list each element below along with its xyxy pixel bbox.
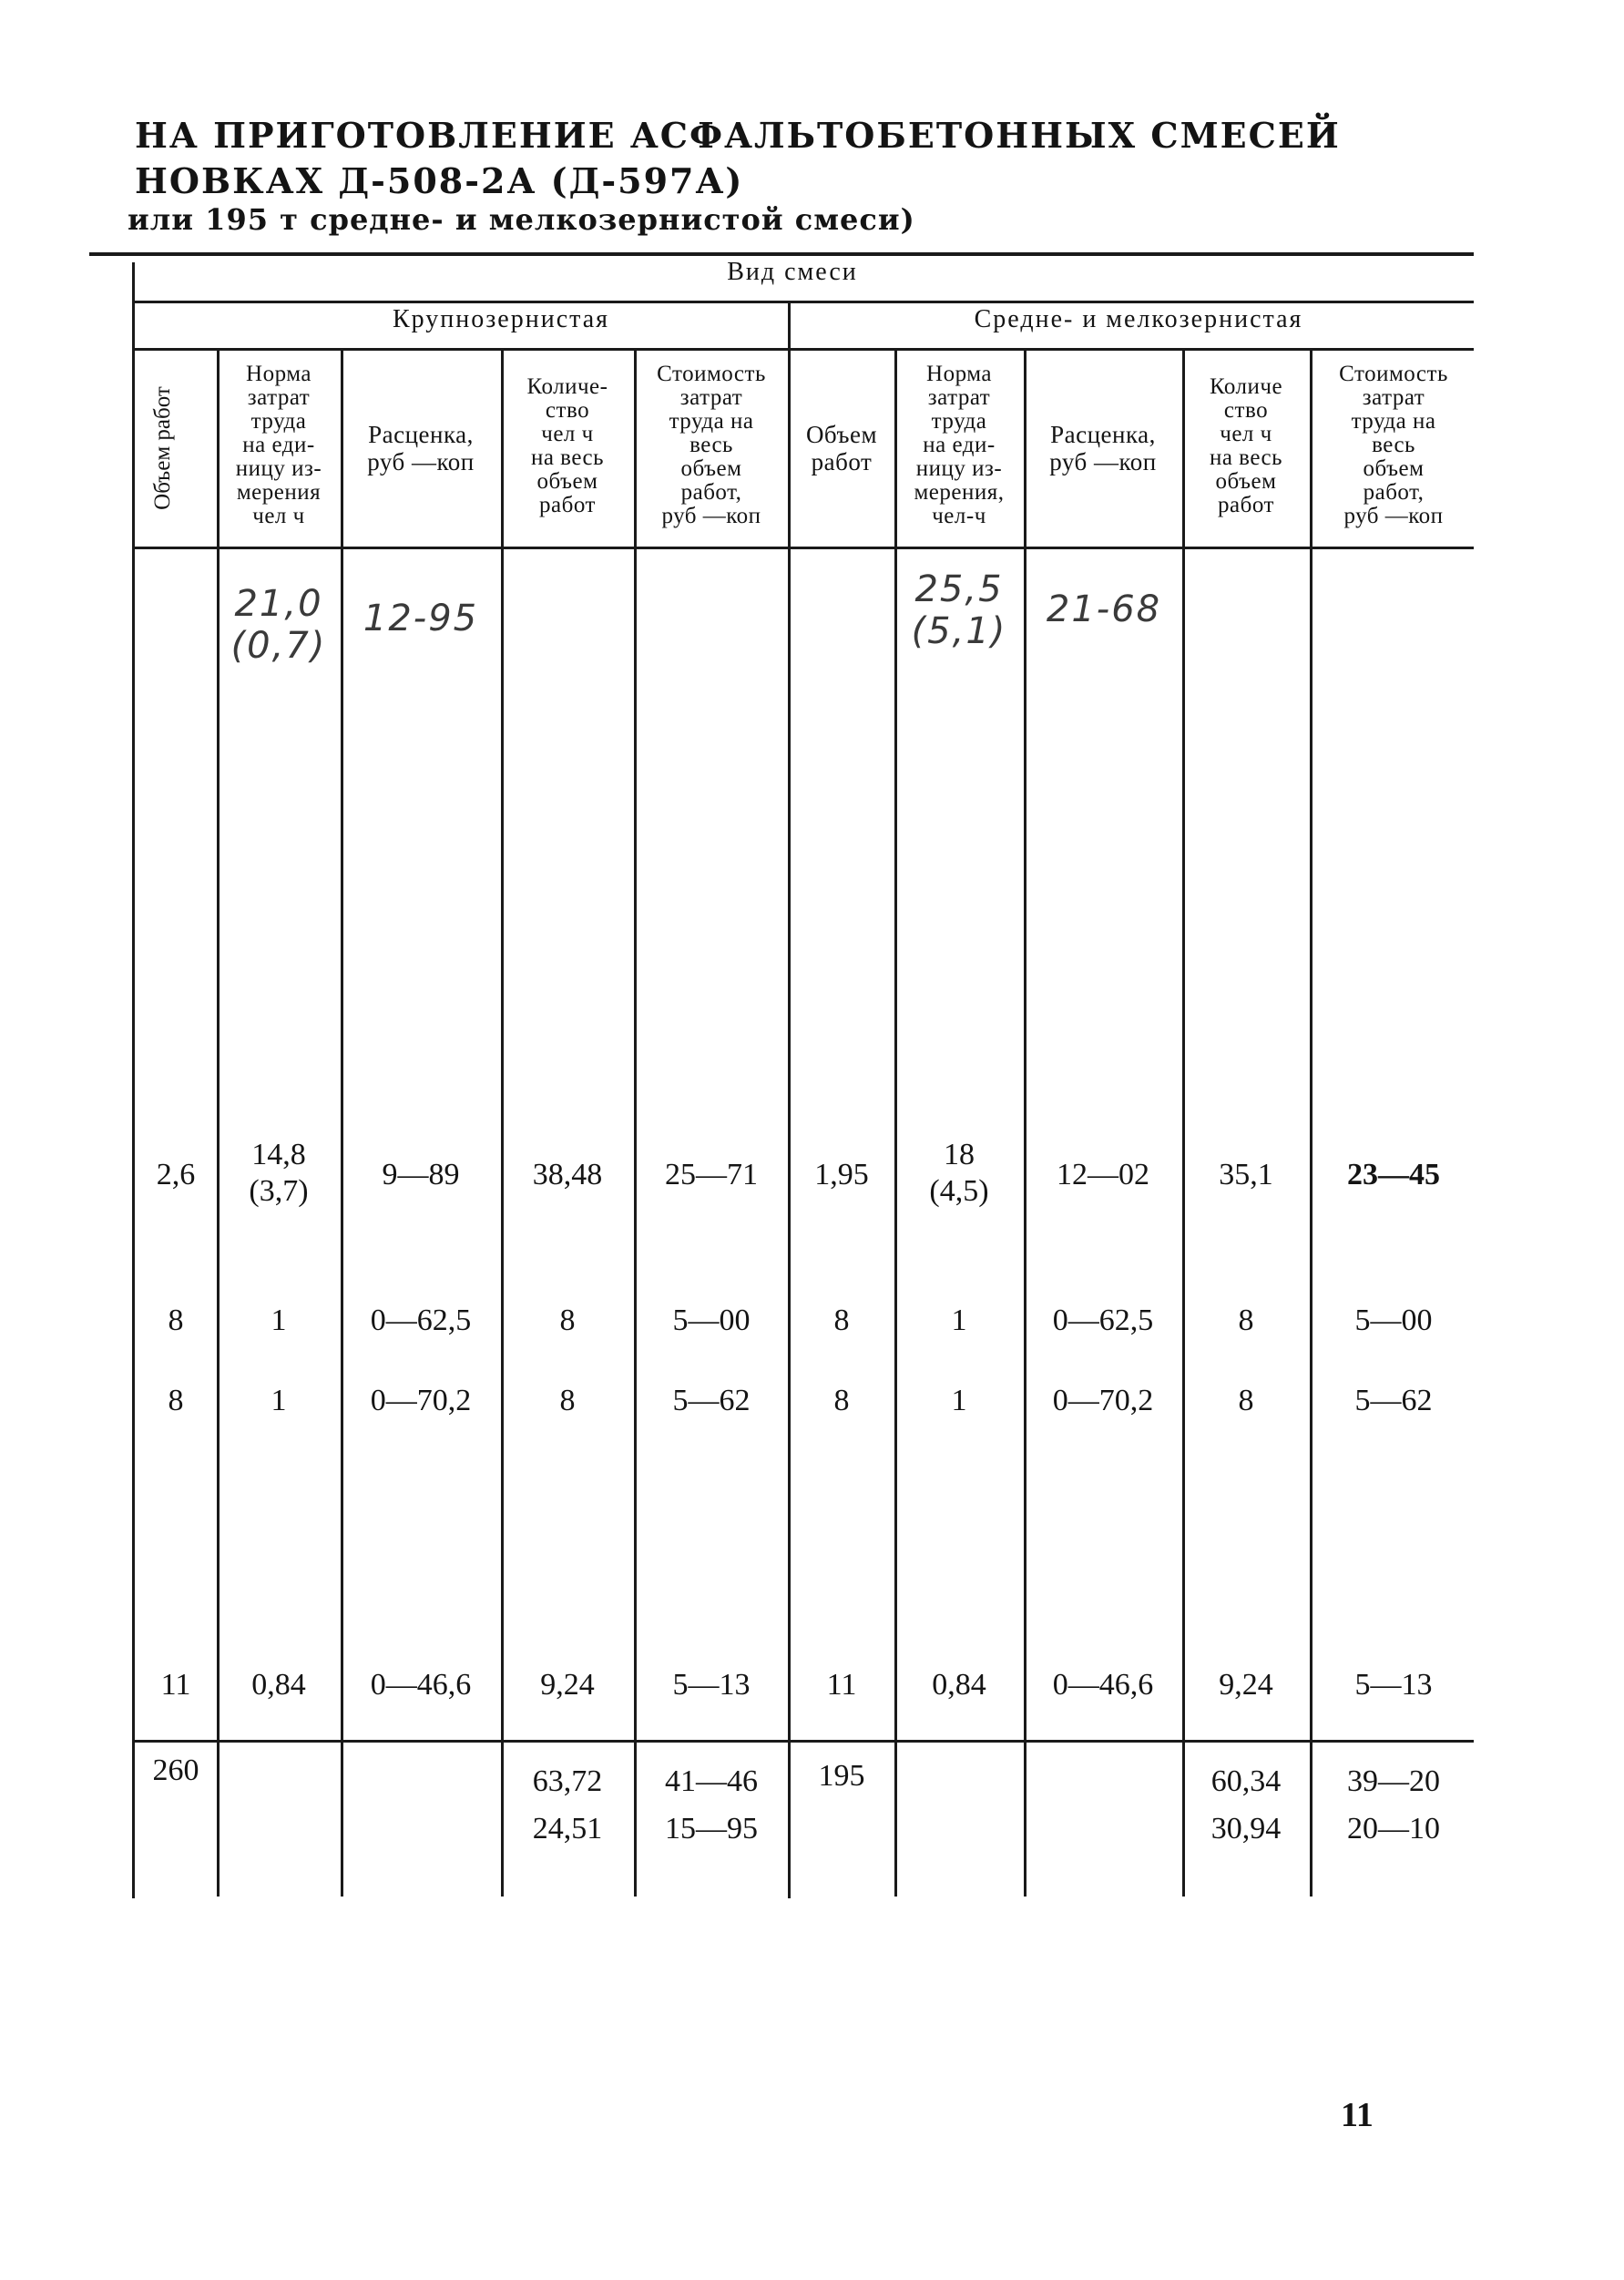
table-cell: 1,95 [814, 1158, 869, 1191]
totals-rule [132, 1740, 1474, 1743]
col-divider [1310, 348, 1312, 1897]
table-cell: 9,24 [540, 1668, 595, 1702]
handwritten-coarse-rate: 12-95 [363, 598, 479, 639]
table-cell: 8 [168, 1384, 184, 1417]
mix-type-header: Вид смеси [727, 258, 858, 286]
table-cell: 0,84 [932, 1668, 986, 1702]
page-number: 11 [1341, 2096, 1374, 2134]
table-cell: 25—71 [665, 1158, 758, 1191]
table-cell: 8 [1238, 1304, 1254, 1337]
col-header-coarse-hours: Количе- ство чел ч на весь объем работ [526, 374, 608, 517]
table-cell: 5—62 [672, 1384, 751, 1417]
table-cell: 23—45 [1347, 1158, 1440, 1191]
group-rule [132, 301, 1474, 303]
table-cell: 0—46,6 [1052, 1668, 1154, 1702]
table-cell: 8 [833, 1384, 850, 1417]
table-cell: 5—00 [672, 1304, 751, 1337]
title-line-3: или 195 т средне- и мелкозернистой смеси) [128, 202, 915, 237]
col-header-coarse-rate: Расценка, руб —коп [367, 421, 475, 475]
table-cell: 8 [559, 1384, 576, 1417]
table-cell: 12—02 [1057, 1158, 1149, 1191]
handwritten-coarse-norm: 21,0 (0,7) [230, 583, 327, 667]
table-cell: 18 (4,5) [929, 1138, 989, 1208]
table-cell: 1 [951, 1304, 967, 1337]
top-rule [89, 252, 1474, 256]
table-cell: 11 [160, 1668, 191, 1702]
table-cell: 35,1 [1219, 1158, 1273, 1191]
col-divider [217, 348, 220, 1897]
table-cell: 2,6 [156, 1158, 196, 1191]
table-cell: 0—62,5 [1052, 1304, 1154, 1337]
table-cell: 9,24 [1219, 1668, 1273, 1702]
table-cell: 8 [1238, 1384, 1254, 1417]
table-cell: 38,48 [532, 1158, 603, 1191]
table-cell: 5—13 [1354, 1668, 1433, 1702]
table-cell: 63,72 24,51 [532, 1764, 603, 1845]
handwritten-fine-rate: 21-68 [1046, 588, 1162, 630]
col-header-fine-hours: Количе ство чел ч на весь объем работ [1209, 374, 1283, 517]
subgroup-rule [132, 348, 1474, 351]
col-header-coarse-norm: Норма затрат труда на еди- ницу из- мерения чел ч [235, 362, 322, 528]
table-cell: 60,34 30,94 [1210, 1764, 1282, 1845]
col-header-fine-rate: Расценка, руб —коп [1049, 421, 1157, 475]
table-cell: 14,8 (3,7) [249, 1138, 309, 1208]
coarse-group-header: Крупнозернистая [392, 305, 610, 333]
table-cell: 8 [833, 1304, 850, 1337]
handwritten-fine-norm: 25,5 (5,1) [911, 568, 1007, 652]
table-cell: 39—20 20—10 [1347, 1764, 1440, 1845]
table-cell: 5—62 [1354, 1384, 1433, 1417]
col-header-fine-norm: Норма затрат труда на еди- ницу из- мерения, чел-ч [914, 362, 1005, 528]
col-header-fine-cost: Стоимость затрат труда на весь объем работ, руб —коп [1339, 362, 1448, 528]
header-bottom-rule [132, 547, 1474, 549]
group-divider [788, 301, 791, 1898]
col-divider [1024, 348, 1026, 1897]
col-header-fine-volume: Объем работ [805, 421, 878, 475]
fine-group-header: Средне- и мелкозернистая [974, 305, 1303, 333]
col-divider [1182, 348, 1185, 1897]
title-line-1: НА ПРИГОТОВЛЕНИЕ АСФАЛЬТОБЕТОННЫХ СМЕСЕЙ [135, 115, 1341, 156]
table-cell: 1 [271, 1384, 287, 1417]
table-cell: 0—70,2 [370, 1384, 472, 1417]
col-header-coarse-cost: Стоимость затрат труда на весь объем работ, руб —коп [657, 362, 766, 528]
table-cell: 0,84 [251, 1668, 306, 1702]
table-cell: 11 [826, 1668, 857, 1702]
table-cell: 0—62,5 [370, 1304, 472, 1337]
col-divider [341, 348, 343, 1897]
table-cell: 195 [818, 1759, 865, 1793]
col-header-coarse-volume: Объем работ [150, 386, 175, 510]
table-cell: 1 [271, 1304, 287, 1337]
table-cell: 260 [152, 1753, 199, 1787]
table-cell: 9—89 [382, 1158, 460, 1191]
table-cell: 5—13 [672, 1668, 751, 1702]
table-left-border [132, 262, 135, 1898]
col-divider [634, 348, 637, 1897]
title-line-2: НОВКАХ Д-508-2А (Д-597А) [135, 160, 744, 201]
table-cell: 5—00 [1354, 1304, 1433, 1337]
table-cell: 41—46 15—95 [665, 1764, 758, 1845]
table-cell: 0—70,2 [1052, 1384, 1154, 1417]
table-cell: 1 [951, 1384, 967, 1417]
table-cell: 8 [559, 1304, 576, 1337]
col-divider [501, 348, 504, 1897]
table-cell: 8 [168, 1304, 184, 1337]
table-cell: 0—46,6 [370, 1668, 472, 1702]
